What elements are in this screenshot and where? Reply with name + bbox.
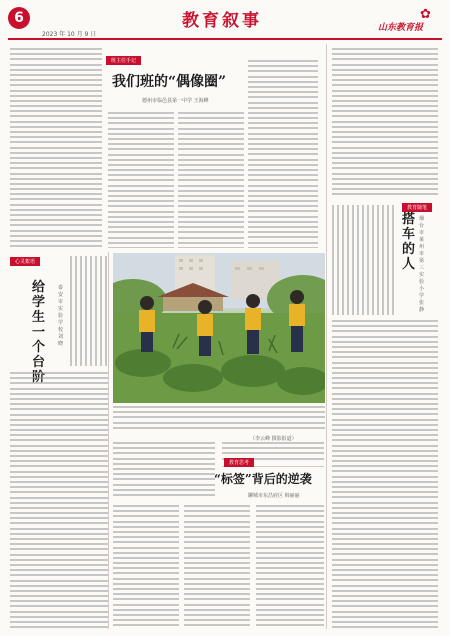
masthead-divider [8, 38, 442, 40]
issue-date: 2023 年 10 月 9 日 [42, 31, 97, 38]
article-body-left-top [10, 48, 102, 248]
stage-article-tag: 心灵絮语 [10, 257, 40, 266]
students-harvest-photo [113, 253, 325, 403]
ladder-article-body [332, 320, 438, 630]
stage-article-byline: 泰安市实验学校 刘晓 [58, 285, 64, 347]
label-article-body-col-1 [113, 505, 179, 629]
idol-article-byline: 德州市临邑县第一中学 王海峰 [142, 98, 209, 104]
column-divider-left [108, 252, 109, 629]
idol-article-title: 我们班的“偶像圈” [112, 74, 227, 90]
label-article-byline: 聊城市东昌府区 韩丽丽 [248, 493, 300, 499]
ladder-article-byline: 烟台市莱州市第三实验小学 张静 [419, 216, 425, 313]
newspaper-brand: 山东教育报 [378, 23, 424, 33]
column-divider-right [326, 44, 327, 629]
idol-article-body-lower-left [113, 442, 215, 500]
stage-article-title: 给学生一个台阶 [32, 280, 46, 385]
stage-article-body-vertical [70, 256, 108, 366]
stage-article-body [10, 372, 108, 630]
section-title: 教育叙事 [182, 11, 262, 31]
idol-article-tag: 班主任手记 [106, 56, 141, 65]
label-article-body-col-2 [184, 505, 250, 629]
photo-credit: （李云峰 摄影报道） [250, 436, 297, 442]
photo-illustration [113, 253, 325, 403]
idol-article-body-col-1 [108, 112, 174, 248]
article-body-right-top [332, 48, 438, 198]
label-article-tag: 教育思考 [224, 458, 254, 467]
ladder-article-tag: 教育随笔 [402, 203, 432, 212]
page-number: 6 [8, 7, 30, 29]
ladder-article-title: 搭车的人 [402, 212, 416, 272]
label-article-body-col-3 [256, 505, 324, 629]
idol-article-body-col-2 [178, 112, 244, 248]
label-article-title: “标签”背后的逆袭 [214, 472, 312, 486]
flower-logo-icon: ✿ [420, 7, 431, 22]
ladder-article-body-vertical [332, 205, 398, 315]
idol-article-body-col-3 [248, 60, 318, 248]
